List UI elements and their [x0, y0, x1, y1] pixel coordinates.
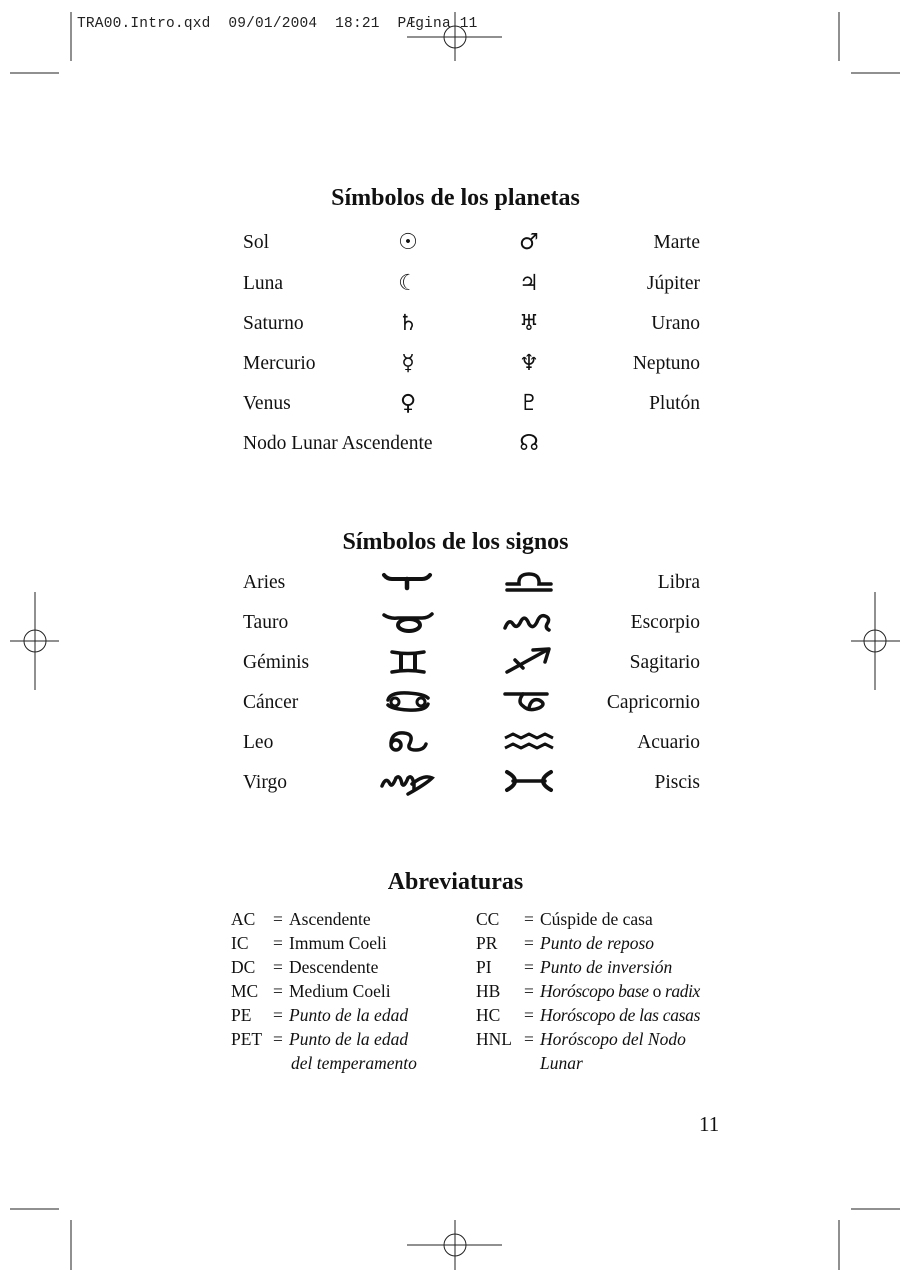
- planet-name: Marte: [653, 232, 700, 253]
- pluto-icon: ♇: [519, 391, 539, 416]
- sign-row: [243, 692, 700, 718]
- abbr-value: Descendente: [289, 957, 379, 977]
- planet-name: Saturno: [243, 313, 304, 334]
- abbr-value: [540, 981, 700, 1002]
- abbr-equals: =: [524, 957, 534, 977]
- planet-row: [243, 232, 700, 258]
- pisces-icon: [499, 766, 559, 796]
- sign-name: Géminis: [243, 652, 310, 673]
- abbr-value: Punto de la edad: [289, 1005, 409, 1025]
- leo-icon: [378, 726, 438, 756]
- virgo-icon: [378, 766, 438, 796]
- planet-name: Júpiter: [646, 273, 700, 294]
- sign-row: [243, 612, 700, 638]
- planet-name: Luna: [243, 273, 284, 294]
- node-label: Nodo Lunar Ascendente: [243, 433, 433, 454]
- abbr-equals: =: [524, 981, 534, 1001]
- planet-row: [243, 313, 700, 339]
- venus-icon: ♀: [399, 391, 417, 416]
- abbr-value: Ascendente: [289, 909, 371, 929]
- abbr-key: PI: [476, 957, 492, 977]
- abbr-key: CC: [476, 909, 500, 929]
- page-number: 11: [699, 1112, 720, 1136]
- abbr-key: AC: [231, 909, 256, 929]
- sign-name: Cáncer: [243, 692, 299, 713]
- jupiter-icon: ♃: [519, 271, 539, 296]
- saturn-icon: ♄: [398, 311, 418, 336]
- sun-icon: ☉: [398, 230, 418, 255]
- sign-name: Escorpio: [630, 612, 700, 633]
- abbr-key: PE: [231, 1005, 252, 1025]
- signs-title: Símbolos de los signos: [342, 529, 569, 555]
- abbr-equals: =: [273, 957, 283, 977]
- libra-icon: [499, 566, 559, 596]
- abbr-key: HNL: [476, 1029, 512, 1049]
- sign-row: [243, 772, 700, 798]
- planet-row: [243, 353, 700, 379]
- moon-icon: ☾: [398, 271, 418, 296]
- sign-row: [243, 652, 700, 678]
- abbreviations-title: Abreviaturas: [387, 869, 524, 895]
- registration-target-right: [851, 592, 900, 690]
- print-slug: TRA00.Intro.qxd 09/01/2004 18:21 PÆgina 11: [77, 16, 478, 32]
- lunar-node-icon: ☊: [519, 431, 539, 456]
- capricorn-icon: [499, 686, 559, 716]
- abbr-value: Punto de la edad: [289, 1029, 409, 1049]
- abbr-equals: =: [273, 909, 283, 929]
- abbr-equals: =: [524, 1029, 534, 1049]
- planet-name: Venus: [243, 393, 291, 414]
- abbr-key: IC: [231, 933, 249, 953]
- sign-name: Piscis: [654, 772, 700, 793]
- uranus-icon: ♅: [519, 311, 539, 336]
- taurus-icon: [378, 606, 438, 636]
- scorpio-icon: [499, 606, 559, 636]
- planet-name: Urano: [651, 313, 700, 334]
- planet-row: [243, 273, 700, 299]
- abbr-value: Immum Coeli: [289, 933, 387, 953]
- planet-row: [243, 393, 700, 419]
- abbr-value-part: radix: [664, 981, 700, 1001]
- planet-name: Sol: [243, 232, 270, 253]
- planet-row: [243, 433, 700, 459]
- sign-name: Leo: [243, 732, 274, 753]
- sign-row: [243, 572, 700, 598]
- sign-name: Capricornio: [606, 692, 700, 713]
- sign-name: Tauro: [243, 612, 289, 633]
- abbr-key: PR: [476, 933, 498, 953]
- abbr-value: Horóscopo de las casas: [540, 1005, 701, 1025]
- abbr-key: DC: [231, 957, 256, 977]
- mercury-icon: ☿: [401, 351, 415, 376]
- neptune-icon: ♆: [519, 351, 539, 376]
- sign-name: Aries: [243, 572, 286, 593]
- aries-icon: [378, 566, 438, 596]
- abbr-value-continued: del temperamento: [291, 1053, 417, 1073]
- sign-name: Acuario: [637, 732, 700, 753]
- planet-name: Mercurio: [243, 353, 316, 374]
- abbr-key: HB: [476, 981, 501, 1001]
- sign-name: Sagitario: [629, 652, 700, 673]
- abbr-equals: =: [524, 909, 534, 929]
- cancer-icon: [378, 686, 438, 716]
- abbr-key: HC: [476, 1005, 501, 1025]
- abbr-equals: =: [524, 1005, 534, 1025]
- abbr-equals: =: [273, 933, 283, 953]
- aquarius-icon: [499, 726, 559, 756]
- registration-target-bottom: [407, 1220, 502, 1270]
- planets-title: Símbolos de los planetas: [331, 185, 580, 211]
- abbr-value-conjunction: o: [648, 981, 665, 1001]
- planet-name: Neptuno: [632, 353, 700, 374]
- abbr-equals: =: [273, 1005, 283, 1025]
- sagittarius-icon: [499, 646, 559, 676]
- abbr-equals: =: [524, 933, 534, 953]
- sign-name: Libra: [657, 572, 700, 593]
- abbr-value: Horóscopo del Nodo: [540, 1029, 686, 1049]
- abbr-value: Punto de inversión: [540, 957, 673, 977]
- abbr-equals: =: [273, 981, 283, 1001]
- abbr-value: Medium Coeli: [289, 981, 391, 1001]
- abbr-value: Cúspide de casa: [540, 909, 653, 929]
- abbr-key: MC: [231, 981, 259, 1001]
- abbr-value-continued: Lunar: [540, 1053, 583, 1073]
- planet-name: Plutón: [649, 393, 700, 414]
- gemini-icon: [378, 646, 438, 676]
- abbr-value-part: Horóscopo base: [540, 981, 649, 1001]
- abbr-key: PET: [231, 1029, 263, 1049]
- sign-row: [243, 732, 700, 758]
- abbr-value: Punto de reposo: [540, 933, 655, 953]
- abbr-equals: =: [273, 1029, 283, 1049]
- registration-target-left: [10, 592, 59, 690]
- mars-icon: ♂: [519, 230, 539, 255]
- sign-name: Virgo: [243, 772, 287, 793]
